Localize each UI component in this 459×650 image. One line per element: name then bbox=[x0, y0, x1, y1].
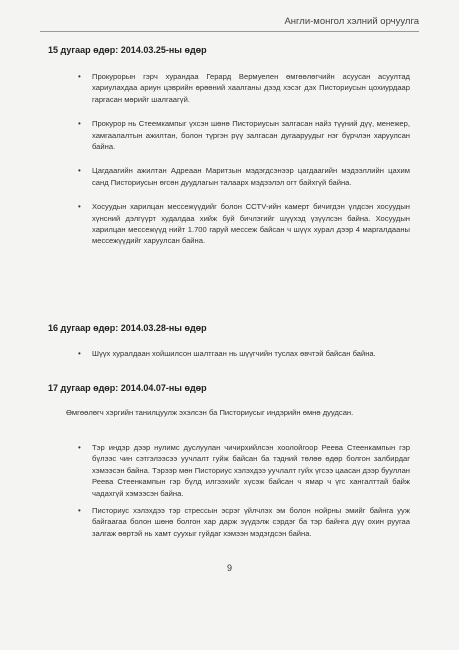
list-item bbox=[78, 348, 410, 359]
bullet-list bbox=[78, 442, 410, 539]
list-item bbox=[78, 201, 410, 247]
list-item-text: Прокурорын гэрч хурандаа Герард Вермуелен өмгөөлөгчийн асуусан асуултад хариулахдаа ариун цэврийн өрөөний хаалганы дээд хэсэг дэх Писториусын цохиурдаар гаргасан мөрийг шалгаагүй. bbox=[92, 72, 410, 104]
list-item bbox=[78, 442, 410, 499]
page-number: 9 bbox=[226, 563, 232, 573]
bullet-icon: • bbox=[78, 443, 81, 452]
list-item-text: Тэр индэр дээр нулимс дуслуулан чичирхийлсэн хоолойгоор Реева Стеенкампын гэр бүлээс чин сэтгэлээсээ уучлалт гуйж байсан ба тэдний төлөө өдөр болгон залбирдаг хэмээсэн байна. Тэрээр мөн Писториус хэлэхдээ уучлалт гуйх үгсээ цаасан дээр бууллан Реева Стеенкампын гэр бүлд илгээхийг хүсэж байсан ч ямар ч үгс хангалттай байж чадахгүй хэмээсэн байна. bbox=[92, 443, 410, 498]
bullet-icon: • bbox=[78, 72, 81, 81]
list-item-text: Цагдаагийн ажилтан Адреаан Маритзын мэдэгдсэнээр цагдаагийн мэдээллийн цахим санд Писториусын өгсөн дуудлагын талаарх мэдээлэл огт байхгүй байна. bbox=[92, 166, 410, 187]
header-rule bbox=[40, 31, 419, 32]
bullet-icon: • bbox=[78, 202, 81, 212]
bullet-icon: • bbox=[78, 119, 81, 129]
bullet-list bbox=[78, 348, 410, 359]
intro-paragraph: Өмгөөлөгч хэргийн танилцуулж эхэлсэн ба Писториусыг индэрийн өмнө дуудсан. bbox=[66, 408, 354, 417]
day-heading: 15 дугаар өдөр: 2014.03.25-ны өдөр bbox=[48, 45, 207, 55]
list-item bbox=[78, 118, 410, 152]
list-item-text: Писториус хэлэхдээ тэр стрессын эсрэг үйлчлэх эм болон нойрны эмийг байнга ууж байгаагаа болон шөнө болгон хар дарж зүүдэлж сэрдэг ба тэр байнга дүү охин руугаа залгаж өөртэй нь хамт суухыг гуйдаг хэмээн мэдэгдсэн байна. bbox=[92, 506, 410, 538]
bullet-icon: • bbox=[78, 506, 81, 516]
list-item-text: Шүүх хуралдаан хойшилсон шалтгаан нь шүүгчийн туслах өвчтэй байсан байна. bbox=[92, 349, 376, 358]
list-item bbox=[78, 505, 410, 539]
bullet-icon: • bbox=[78, 349, 81, 358]
bullet-list bbox=[78, 71, 410, 247]
list-item bbox=[78, 165, 410, 188]
bullet-icon: • bbox=[78, 166, 81, 176]
list-item bbox=[78, 71, 410, 105]
list-item-text: Хосуудын харилцан мессежүүдийг болон CCTV-ийн камерт бичигдэн үлдсэн хосуудын хүнсний дэлгүүрт худалдаа хийж буй бичлэгийг шүүхэд үзүүлсэн байна. Хосуудын харилцан мессежүүд нийт 1.700 гаруй мессеж байсан ч шүүх хурал дээр 4 маргалдааны мессежүүдийг харуулсан байна. bbox=[92, 202, 410, 246]
list-item-text: Прокурор нь Стеемкампыг үхсэн шөнө Писториусын залгасан найз түүний дүү, менежер, хамгаалалтын ажилтан, болон түргэн рүү залгасан дугааруудыг нэг бүрчлэн харуулсан байна. bbox=[92, 119, 410, 152]
running-header: Англи-монгол хэлний орчуулга bbox=[284, 16, 419, 27]
day-heading: 17 дугаар өдөр: 2014.04.07-ны өдөр bbox=[48, 383, 207, 393]
day-heading: 16 дугаар өдөр: 2014.03.28-ны өдөр bbox=[48, 323, 207, 333]
